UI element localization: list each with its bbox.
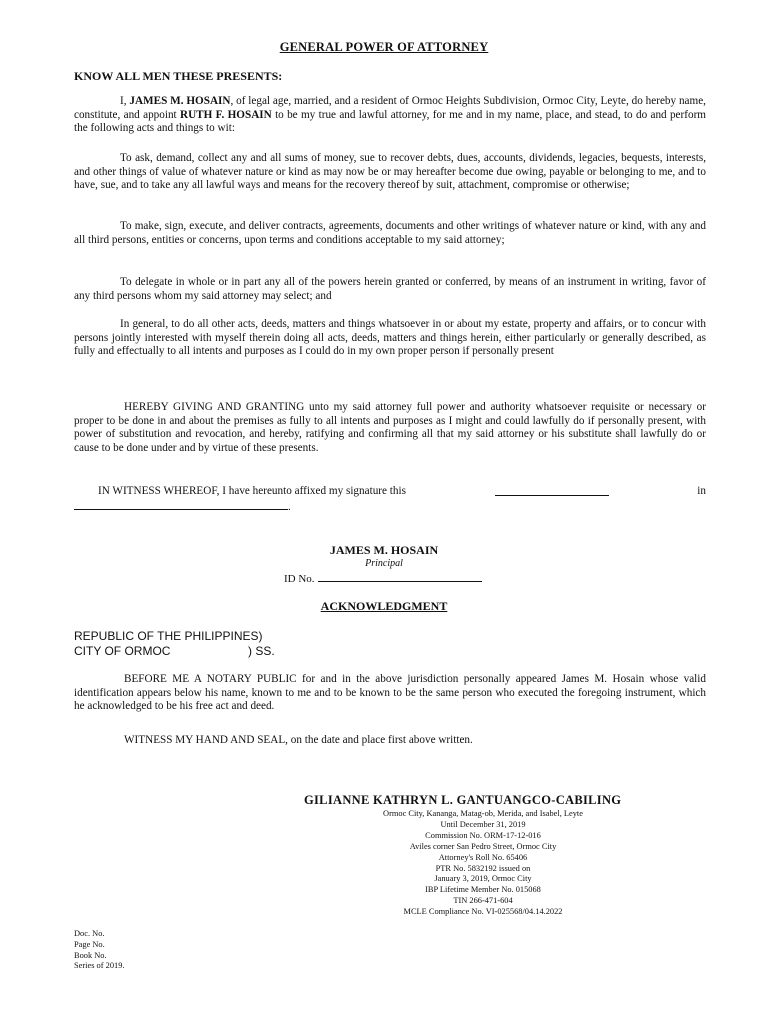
witness-clause: [74, 484, 706, 514]
power-paragraph-1: To ask, demand, collect any and all sums of money, sue to recover debts, dues, accounts, dividends, legacies, bequests, interests, and other things of value of whatever nature or kind as may now be or may hereafter become due owing, payable or belonging to me, and to have, sue, and to take any all lawful ways and means for the recovery thereof by suit, attachment, compromise or otherwise;: [74, 152, 706, 192]
page-no: Page No.: [74, 939, 105, 949]
power-paragraph-3: To delegate in whole or in part any all of the powers herein granted or conferred, by means of an instrument in writing, favor of any third persons whom my said attorney may select; and: [74, 276, 706, 302]
power-paragraph-2: To make, sign, execute, and deliver contracts, agreements, documents and other writings of whatever nature or kind, with any and all third persons, entities or concerns, upon terms and conditions acceptable to my said attorney;: [74, 220, 706, 246]
witness-period: .: [288, 501, 291, 513]
registry-block: [74, 929, 124, 972]
notary-detail-line: January 3, 2019, Ormoc City: [434, 874, 532, 884]
intro-paragraph: [74, 95, 706, 136]
notary-detail-line: Until December 31, 2019: [440, 819, 526, 829]
principal-signature-role: Principal: [365, 558, 403, 569]
venue-ss: ) SS.: [248, 644, 275, 658]
notary-detail-line: MCLE Compliance No. VI-025568/04.14.2022: [403, 907, 563, 917]
attorney-name-inline: RUTH F. HOSAIN: [180, 108, 272, 121]
granting-paragraph: HEREBY GIVING AND GRANTING unto my said attorney full power and authority whatsoever requisite or necessary or proper to be done in and about the premises as fully to all intents and purposes as I might and could lawfully do if personally present, with power of substitution and revocation, and hereby, ratifying and confirming all that my said attorney or his substitute shall lawfully do or cause to be done under and by virtue of these presents.: [74, 401, 706, 454]
acknowledgment-witness: WITNESS MY HAND AND SEAL, on the date and place first above written.: [124, 734, 473, 746]
acknowledgment-title: ACKNOWLEDGMENT: [320, 599, 448, 613]
id-blank: [318, 571, 482, 582]
doc-no: Doc. No.: [74, 929, 105, 938]
notary-detail-line: IBP Lifetime Member No. 015068: [425, 885, 541, 895]
intro-text-3: to be my true and lawful attorney, for me and in my name, place, and stead, to do and perform the following acts and things to wit:: [74, 108, 706, 135]
venue-republic: REPUBLIC OF THE PHILIPPINES): [74, 629, 263, 643]
principal-signature-name: JAMES M. HOSAIN: [329, 543, 439, 557]
notary-detail-line: PTR No. 5832192 issued on: [435, 863, 531, 873]
notary-name: GILIANNE KATHRYN L. GANTUANGCO-CABILING: [304, 793, 622, 807]
principal-id-line: [284, 571, 482, 585]
witness-in: in: [697, 485, 706, 497]
acknowledgment-body: BEFORE ME A NOTARY PUBLIC for and in the above jurisdiction personally appeared James M. Hosain whose valid identification appears below his name, known to me and to be known to be the same person who executed the foregoing instrument, which he acknowledged to be his free act and deed.: [74, 673, 706, 713]
opening-line: KNOW ALL MEN THESE PRESENTS:: [74, 69, 283, 83]
notary-detail-line: Ormoc City, Kananga, Matag-ob, Merida, and Isabel, Leyte: [383, 809, 583, 818]
witness-date-blank: [495, 484, 609, 496]
witness-text: IN WITNESS WHEREOF, I have hereunto affixed my signature this: [98, 485, 406, 497]
notary-detail-line: Aviles corner San Pedro Street, Ormoc City: [409, 841, 557, 851]
notary-details: [330, 809, 636, 918]
id-label: ID No.: [284, 573, 315, 585]
venue-city: CITY OF ORMOC: [74, 644, 171, 658]
series: Series of 2019.: [74, 961, 125, 971]
notary-detail-line: TIN 266-471-604: [453, 896, 513, 906]
intro-text-1: I,: [120, 95, 130, 107]
notary-detail-line: Commission No. ORM-17-12-016: [425, 830, 541, 840]
venue-block: [74, 629, 275, 659]
intro-text-2: , of legal age, married, and a resident of Ormoc Heights Subdivision, Ormoc City, Leyte, do hereby name, constitute, and appoint: [74, 95, 706, 121]
witness-place-blank: [74, 498, 288, 510]
power-paragraph-4: In general, to do all other acts, deeds, matters and things whatsoever in or about my estate, property and affairs, or to concur with persons jointly interested with myself therein doing all acts, deeds, matters and things herein, either particularly or generally described, as fully and effectually to all intents and purposes as I could do in my own proper person if personally present: [74, 318, 706, 358]
principal-name-inline: JAMES M. HOSAIN: [129, 95, 231, 107]
book-no: Book No.: [74, 950, 107, 960]
document-title: GENERAL POWER OF ATTORNEY: [279, 40, 489, 54]
notary-detail-line: Attorney's Roll No. 65406: [438, 852, 528, 862]
